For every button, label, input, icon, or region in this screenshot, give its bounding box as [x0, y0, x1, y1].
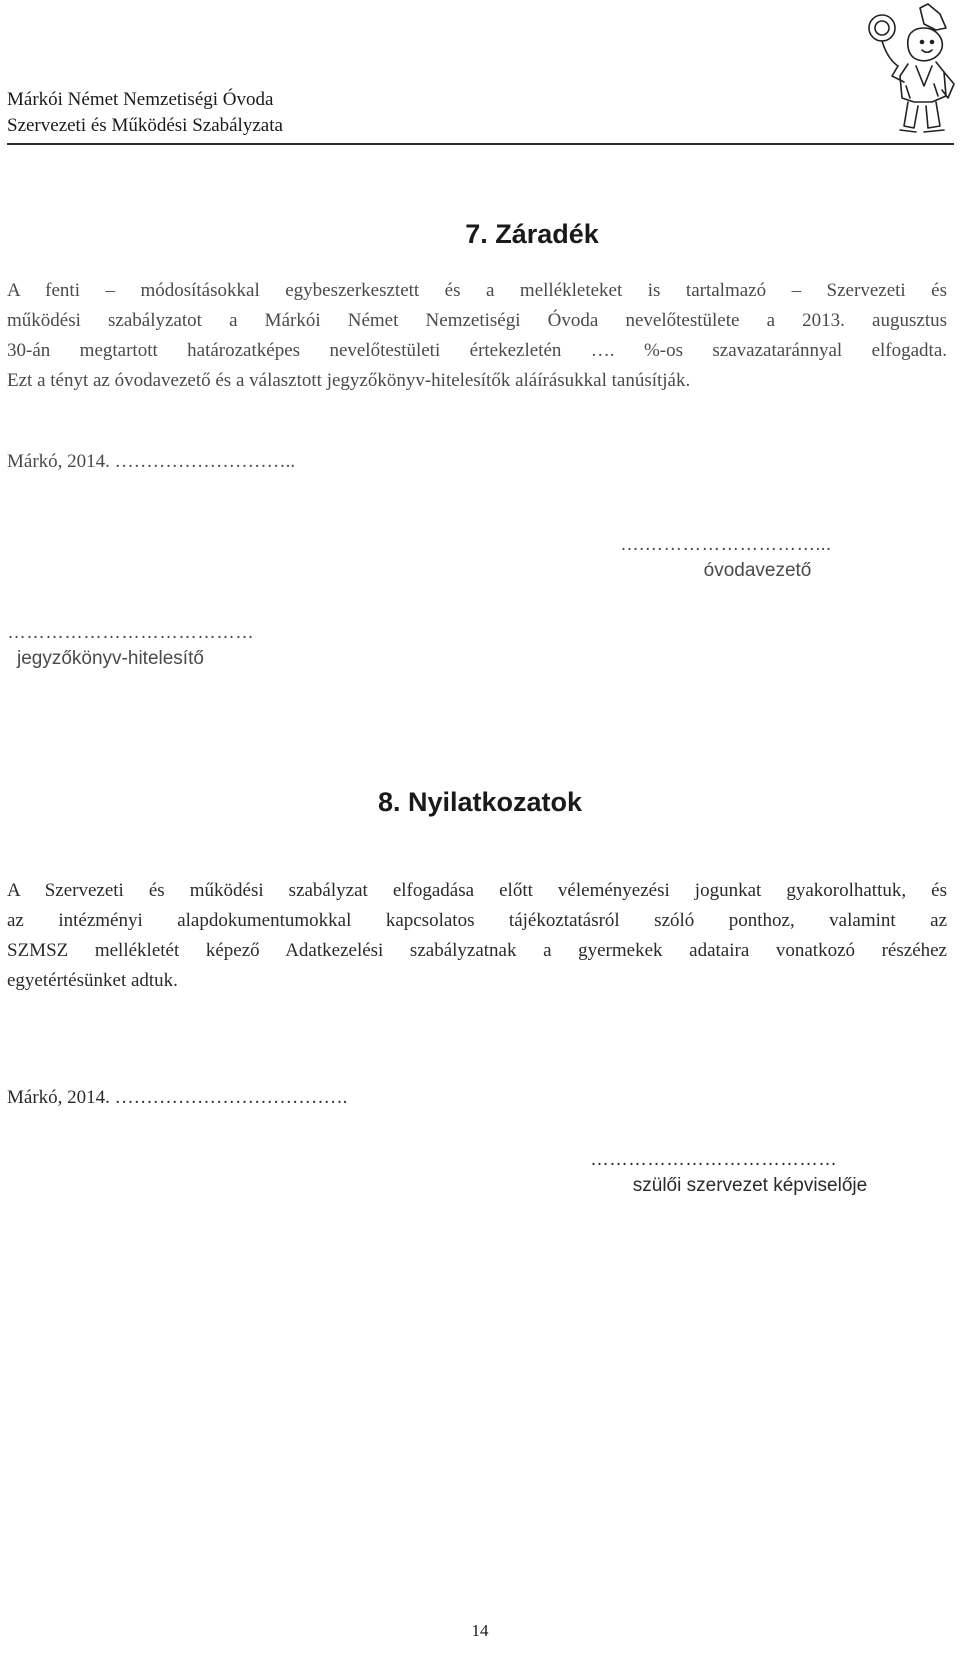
- signature-line: …………………………………: [590, 1149, 837, 1170]
- page-number: 14: [471, 1621, 489, 1640]
- paragraph-line: 30-án megtartott határozatképes nevelőtestületi értekezletén …. %-os szavazataránnyal elfogadta.: [7, 340, 947, 361]
- section-7-heading: 7. Záradék: [465, 219, 599, 249]
- paragraph-line: egyetértésünket adtuk.: [7, 970, 178, 991]
- header-divider: [7, 143, 954, 145]
- section-8-paragraph: [7, 876, 947, 996]
- paragraph-line: SZMSZ mellékletét képező Adatkezelési szabályzatnak a gyermekek adataira vonatkozó részéhez: [7, 940, 947, 961]
- paragraph-line: Ezt a tényt az óvodavezető és a választott jegyzőkönyv-hitelesítők aláírásukkal tanúsítják.: [7, 370, 691, 391]
- signature-role: jegyzőkönyv-hitelesítő: [17, 648, 204, 669]
- signature-block-minutes-authenticator: [7, 620, 347, 672]
- signature-line: ….………………………...: [620, 534, 832, 555]
- place-date-line: Márkó, 2014. ……………………………….: [7, 1087, 348, 1108]
- section-8-heading: 8. Nyilatkozatok: [377, 787, 583, 817]
- signature-role: óvodavezető: [703, 560, 812, 581]
- signature-role: szülői szervezet képviselője: [632, 1175, 868, 1196]
- header-institution-name: Márkói Német Nemzetiségi Óvoda: [7, 89, 274, 110]
- paragraph-line: A Szervezeti és működési szabályzat elfogadása előtt véleményezési jogunkat gyakorolhattuk, és: [7, 880, 947, 901]
- logo-child-with-horn-icon: [862, 2, 960, 142]
- signature-block-parent-representative: [590, 1147, 910, 1199]
- place-date-line: Márkó, 2014. ………………………..: [7, 451, 296, 472]
- paragraph-line: A fenti – módosításokkal egybeszerkesztett és a mellékleteket is tartalmazó – Szervezeti és: [7, 280, 947, 301]
- signature-block-kindergarten-leader: [620, 532, 840, 584]
- paragraph-line: az intézményi alapdokumentumokkal kapcsolatos tájékoztatásról szóló ponthoz, valamint az: [7, 910, 947, 931]
- signature-line: …………………………………: [7, 622, 254, 643]
- header-document-title: Szervezeti és Működési Szabályzata: [7, 115, 283, 136]
- section-7-paragraph: [7, 276, 947, 396]
- paragraph-line: működési szabályzatot a Márkói Német Nemzetiségi Óvoda nevelőtestülete a 2013. augusztus: [7, 310, 947, 331]
